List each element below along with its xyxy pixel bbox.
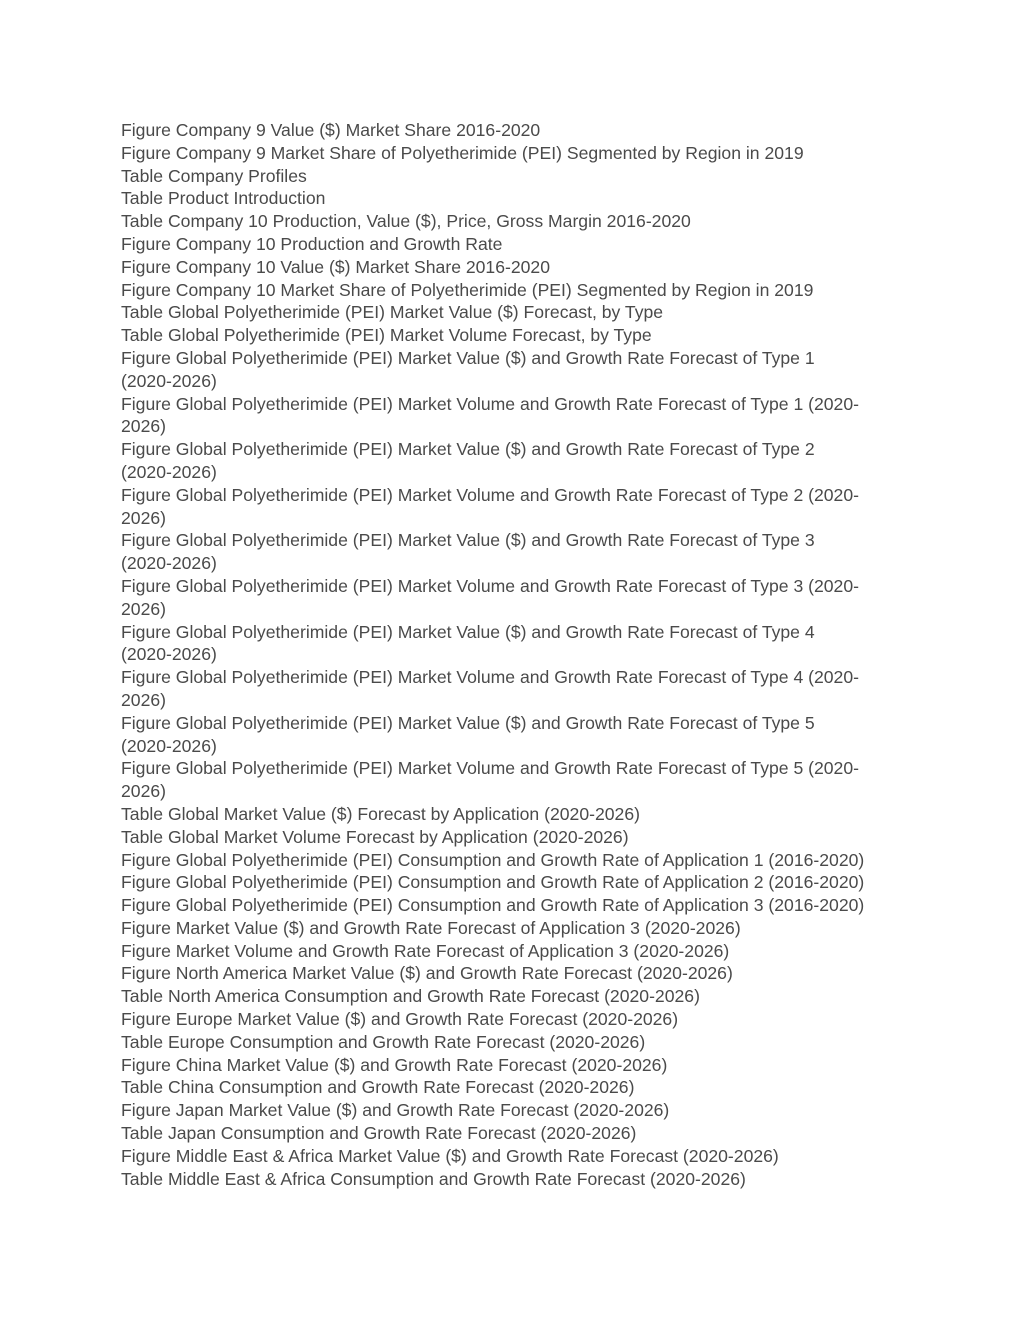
list-item: Table Global Polyetherimide (PEI) Market Value ($) Forecast, by Type: [121, 302, 664, 323]
list-item: Figure Global Polyetherimide (PEI) Market Volume and Growth Rate Forecast of Type 2 (2020- 2026): [121, 484, 859, 528]
list-item: Figure Global Polyetherimide (PEI) Consumption and Growth Rate of Application 1 (2016-2020): [121, 849, 865, 870]
list-item: Table Europe Consumption and Growth Rate Forecast (2020-2026): [121, 1031, 646, 1052]
list-item: Table Global Polyetherimide (PEI) Market Volume Forecast, by Type: [121, 325, 652, 346]
list-item: Figure Global Polyetherimide (PEI) Market Volume and Growth Rate Forecast of Type 1 (2020- 2026): [121, 393, 859, 437]
list-item: Figure Middle East & Africa Market Value ($) and Growth Rate Forecast (2020-2026): [121, 1145, 779, 1166]
list-item: Figure China Market Value ($) and Growth Rate Forecast (2020-2026): [121, 1054, 668, 1075]
list-item: Figure Company 9 Market Share of Polyetherimide (PEI) Segmented by Region in 2019: [121, 142, 804, 163]
list-item: Figure Global Polyetherimide (PEI) Market Volume and Growth Rate Forecast of Type 5 (2020- 2026): [121, 758, 859, 802]
list-of-tables-and-figures: [121, 119, 911, 1190]
list-item: Figure Japan Market Value ($) and Growth Rate Forecast (2020-2026): [121, 1100, 670, 1121]
list-item: Figure Global Polyetherimide (PEI) Market Volume and Growth Rate Forecast of Type 3 (2020- 2026): [121, 575, 859, 619]
list-item: Table North America Consumption and Growth Rate Forecast (2020-2026): [121, 986, 700, 1007]
list-item: Figure Company 10 Production and Growth Rate: [121, 233, 503, 254]
list-item: Figure Global Polyetherimide (PEI) Market Volume and Growth Rate Forecast of Type 4 (2020- 2026): [121, 667, 859, 710]
list-item: Figure Market Volume and Growth Rate Forecast of Application 3 (2020-2026): [121, 940, 730, 961]
list-item: Figure Company 10 Value ($) Market Share 2016-2020: [121, 256, 551, 277]
list-item: Table Product Introduction: [121, 188, 326, 209]
list-item: Figure Global Polyetherimide (PEI) Market Value ($) and Growth Rate Forecast of Type 2 (2020-2026): [121, 439, 815, 482]
list-item: Figure Company 9 Value ($) Market Share 2016-2020: [121, 120, 541, 140]
list-item: Table Global Market Value ($) Forecast by Application (2020-2026): [121, 803, 640, 824]
list-item: Table Company 10 Production, Value ($), Price, Gross Margin 2016-2020: [121, 211, 691, 232]
list-item: Figure Global Polyetherimide (PEI) Market Value ($) and Growth Rate Forecast of Type 4 (2020-2026): [121, 621, 815, 665]
list-item: Figure Global Polyetherimide (PEI) Market Value ($) and Growth Rate Forecast of Type 5 (2020-2026): [121, 712, 815, 756]
list-item: Figure Market Value ($) and Growth Rate Forecast of Application 3 (2020-2026): [121, 917, 741, 938]
list-item: Figure Global Polyetherimide (PEI) Market Value ($) and Growth Rate Forecast of Type 1 (2020-2026): [121, 347, 815, 391]
list-item: Figure North America Market Value ($) and Growth Rate Forecast (2020-2026): [121, 963, 733, 984]
list-item: Table China Consumption and Growth Rate Forecast (2020-2026): [121, 1077, 635, 1098]
list-item: Table Japan Consumption and Growth Rate Forecast (2020-2026): [121, 1123, 637, 1144]
list-item: Figure Global Polyetherimide (PEI) Consumption and Growth Rate of Application 2 (2016-2020): [121, 872, 865, 893]
list-item: Figure Europe Market Value ($) and Growth Rate Forecast (2020-2026): [121, 1009, 679, 1030]
list-item: Table Company Profiles: [121, 165, 307, 186]
list-item: Figure Company 10 Market Share of Polyetherimide (PEI) Segmented by Region in 2019: [121, 279, 814, 300]
list-item: Table Middle East & Africa Consumption and Growth Rate Forecast (2020-2026): [121, 1168, 746, 1189]
list-item: Figure Global Polyetherimide (PEI) Consumption and Growth Rate of Application 3 (2016-2020): [121, 895, 865, 916]
list-item: Figure Global Polyetherimide (PEI) Market Value ($) and Growth Rate Forecast of Type 3 (2020-2026): [121, 530, 815, 574]
list-item: Table Global Market Volume Forecast by Application (2020-2026): [121, 826, 629, 847]
